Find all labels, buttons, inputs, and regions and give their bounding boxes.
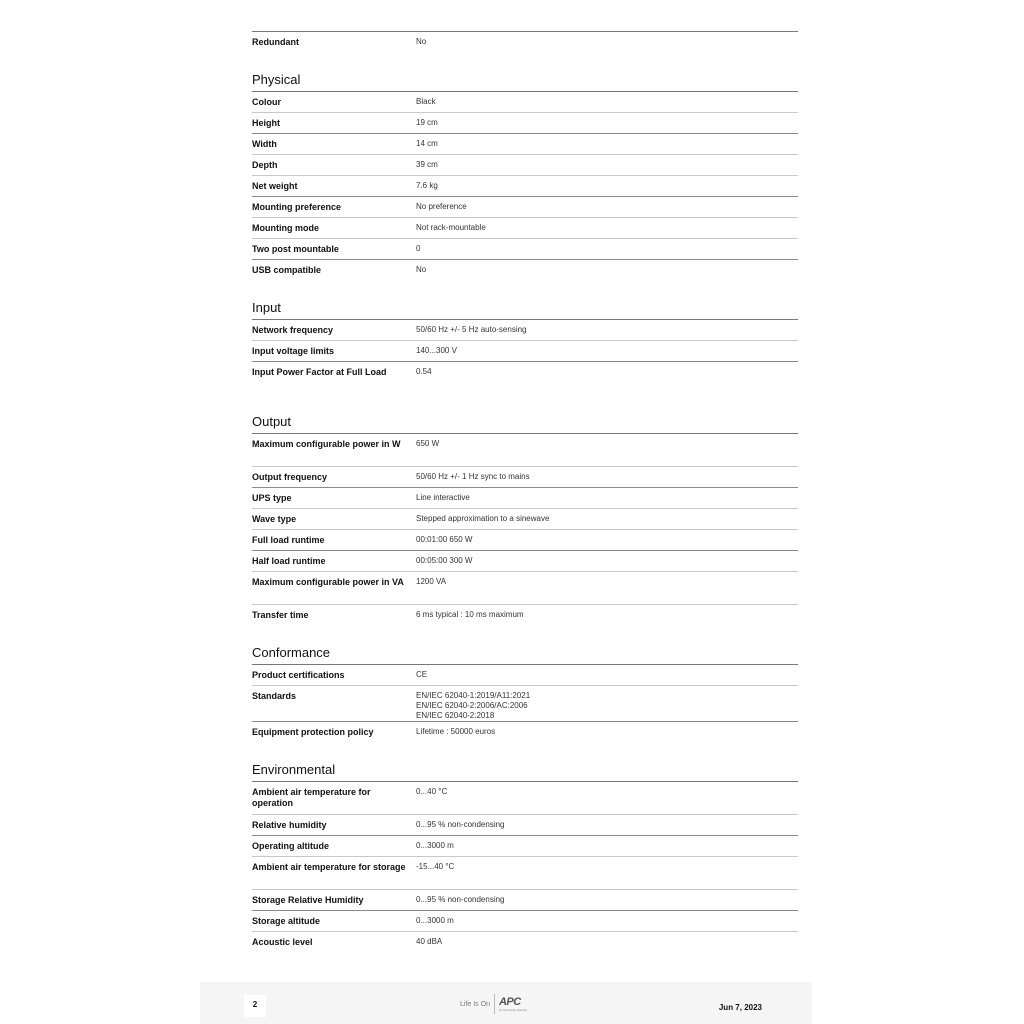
- spec-row: [252, 319, 798, 340]
- spec-label: UPS type: [252, 493, 292, 503]
- section-title: Physical: [252, 72, 301, 87]
- spec-row: [252, 217, 798, 238]
- spec-row: [252, 133, 798, 154]
- spec-row: [252, 238, 798, 259]
- spec-label: Storage altitude: [252, 916, 321, 926]
- spec-value: Lifetime : 50000 euros: [416, 727, 496, 736]
- spec-document: [252, 31, 798, 952]
- spec-value: Not rack-mountable: [416, 223, 486, 232]
- apc-logo: [499, 997, 527, 1012]
- spec-row: [252, 433, 798, 466]
- spec-row: [252, 31, 798, 52]
- spec-label: Redundant: [252, 37, 299, 47]
- spec-label: Half load runtime: [252, 556, 326, 566]
- spec-label: Equipment protection policy: [252, 727, 374, 737]
- spec-label: Input voltage limits: [252, 346, 335, 356]
- spec-row: [252, 529, 798, 550]
- spec-value: 140...300 V: [416, 346, 457, 355]
- spec-section: [252, 643, 798, 742]
- spec-value: 0...95 % non-condensing: [416, 820, 505, 829]
- spec-value: 40 dBA: [416, 937, 443, 946]
- document-date: Jun 7, 2023: [718, 1003, 762, 1012]
- spec-row: [252, 931, 798, 952]
- tagline: Life Is On: [460, 1000, 490, 1008]
- spec-row: [252, 571, 798, 604]
- spec-value: 6 ms typical : 10 ms maximum: [416, 610, 524, 619]
- spec-row: [252, 259, 798, 280]
- spec-label: Width: [252, 139, 277, 149]
- divider: [494, 994, 495, 1014]
- spec-row: [252, 814, 798, 835]
- spec-label: Product certifications: [252, 670, 345, 680]
- spec-value: Line interactive: [416, 493, 470, 502]
- spec-label: Acoustic level: [252, 937, 313, 947]
- spec-row: [252, 856, 798, 889]
- spec-label: Input Power Factor at Full Load: [252, 367, 387, 377]
- spec-value: 39 cm: [416, 160, 438, 169]
- section-title: Conformance: [252, 645, 331, 660]
- spec-value: 19 cm: [416, 118, 438, 127]
- page-number: 2: [244, 995, 266, 1017]
- spec-row: [252, 154, 798, 175]
- spec-label: Mounting mode: [252, 223, 319, 233]
- spec-row: [252, 550, 798, 571]
- spec-label: Network frequency: [252, 325, 334, 335]
- spec-label: Net weight: [252, 181, 298, 191]
- spec-section: [252, 760, 798, 952]
- spec-label: Relative humidity: [252, 820, 327, 830]
- page-footer: [200, 982, 812, 1024]
- spec-value: 650 W: [416, 439, 440, 448]
- spec-value: EN/IEC 62040-1:2019/A11:2021 EN/IEC 62040-2:2006/AC:2006 EN/IEC 62040-2:2018: [416, 691, 531, 720]
- spec-row: [252, 91, 798, 112]
- logo-subtext: by Schneider Electric: [498, 1007, 528, 1012]
- spec-label: Wave type: [252, 514, 297, 524]
- spec-value: 0...3000 m: [416, 841, 454, 850]
- spec-value: 0...40 °C: [416, 787, 448, 796]
- spec-value: 0...3000 m: [416, 916, 454, 925]
- spec-row: [252, 721, 798, 742]
- spec-row: [252, 466, 798, 487]
- spec-label: Maximum configurable power in VA: [252, 577, 404, 587]
- spec-row: [252, 910, 798, 931]
- spec-label: Output frequency: [252, 472, 328, 482]
- spec-section: [252, 70, 798, 280]
- spec-row: [252, 835, 798, 856]
- spec-row: [252, 175, 798, 196]
- spec-row: [252, 685, 798, 721]
- logo-text: APC: [498, 995, 521, 1008]
- spec-label: Standards: [252, 691, 297, 701]
- spec-value: No preference: [416, 202, 467, 211]
- spec-value: No: [416, 265, 427, 274]
- spec-section: [252, 31, 798, 52]
- spec-value: 1200 VA: [416, 577, 447, 586]
- spec-label: Ambient air temperature for operation: [252, 787, 371, 808]
- spec-row: [252, 340, 798, 361]
- spec-label: Maximum configurable power in W: [252, 439, 401, 449]
- spec-label: Two post mountable: [252, 244, 339, 254]
- section-title: Environmental: [252, 762, 336, 777]
- spec-label: USB compatible: [252, 265, 322, 275]
- spec-value: Stepped approximation to a sinewave: [416, 514, 550, 523]
- spec-row: [252, 508, 798, 529]
- spec-label: Colour: [252, 97, 281, 107]
- spec-value: 00:05:00 300 W: [416, 556, 473, 565]
- brand-logo: [460, 994, 527, 1014]
- spec-value: CE: [416, 670, 428, 679]
- spec-value: 7.6 kg: [416, 181, 438, 190]
- spec-label: Height: [252, 118, 280, 128]
- spec-row: [252, 781, 798, 814]
- spec-label: Depth: [252, 160, 278, 170]
- spec-row: [252, 361, 798, 394]
- spec-row: [252, 889, 798, 910]
- spec-value: 50/60 Hz +/- 1 Hz sync to mains: [416, 472, 530, 481]
- section-title: Output: [252, 414, 292, 429]
- spec-label: Storage Relative Humidity: [252, 895, 364, 905]
- spec-row: [252, 604, 798, 625]
- spec-value: Black: [416, 97, 436, 106]
- spec-label: Full load runtime: [252, 535, 325, 545]
- spec-row: [252, 112, 798, 133]
- spec-row: [252, 487, 798, 508]
- spec-value: 50/60 Hz +/- 5 Hz auto-sensing: [416, 325, 527, 334]
- spec-value: 0.54: [416, 367, 432, 376]
- spec-label: Operating altitude: [252, 841, 330, 851]
- spec-row: [252, 196, 798, 217]
- spec-row: [252, 664, 798, 685]
- spec-section: [252, 412, 798, 625]
- section-title: Input: [252, 300, 281, 315]
- spec-value: 0...95 % non-condensing: [416, 895, 505, 904]
- spec-value: -15...40 °C: [416, 862, 455, 871]
- spec-section: [252, 298, 798, 394]
- spec-label: Ambient air temperature for storage: [252, 862, 406, 872]
- spec-value: 00:01:00 650 W: [416, 535, 473, 544]
- spec-value: 14 cm: [416, 139, 438, 148]
- spec-value: No: [416, 37, 427, 46]
- spec-label: Transfer time: [252, 610, 309, 620]
- spec-value: 0: [416, 244, 421, 253]
- spec-label: Mounting preference: [252, 202, 342, 212]
